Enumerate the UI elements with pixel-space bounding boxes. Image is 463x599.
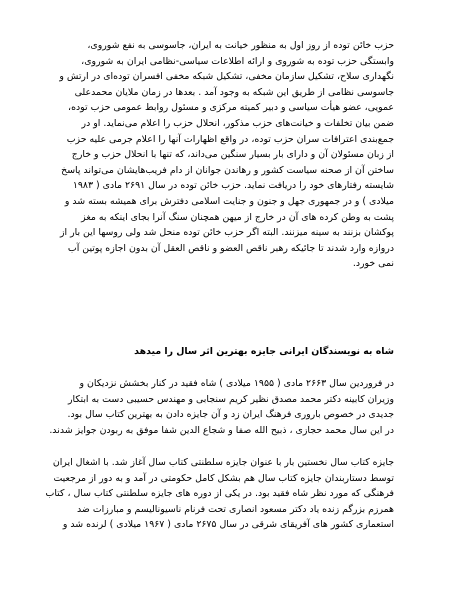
text-line: از زبان مسئولان آن و دارای بار بسیار سنگین می‌داند، که تنها با انحلال حزب و خارج [71, 149, 394, 161]
text-line: جدیدی در خصوص باروری فرهنگ ایران زد و آن جایزه دادن به بهترین کتاب سال بود. [67, 409, 394, 421]
text-line: پوکشان بزنند به سینه میزنند. البته اگر حزب خائن توده منحل شد ولی روسها این بار از [59, 227, 394, 239]
text-line: نمی خورد. [352, 258, 394, 270]
text-line: استعماری کشور های آفریقای شرقی در سال ۲۶۷۵ مادی ( ۱۹۶۷ میلادی ) لرنده شد و [62, 519, 394, 531]
paragraph-book-prize [49, 376, 394, 438]
document-page [45, 0, 394, 599]
text-line: توسط دستاربندان جایزه کتاب سال هم بشکل کامل حکومتی در آمد و به دور از مرجعیت [53, 472, 394, 484]
text-line: فرهنگی که مورد نظر شاه فقید بود. در یکی از دوره های جایزه سلطنتی کتاب سال ، کتاب [45, 488, 394, 500]
text-line: ساختن آن از صحنه سیاست کشور و رهاندن جوانان از دام فریب‌هایشان می‌تواند پاسخ [61, 164, 394, 176]
text-line: نگهداری سلاح، تشکیل سازمان مخفی، تشکیل شبکه مخفی افسران توده‌ای در ارتش و [59, 71, 394, 83]
section-heading: شاه به نویسندگان ایرانی جایزه بهترین اثر سال را میدهد [134, 346, 394, 357]
text-line: شایسته رفتارهای خود را دریافت نماید. حزب خائن توده در سال ۲۶۹۱ مادی ( ۱۹۸۳ [72, 180, 394, 192]
text-line: ضمن بیان تخلفات و خیانت‌های حزب مذکور، انحلال حزب را اعلام می‌نماید. او در [81, 117, 394, 129]
text-line: در این سال محمد حجازی ، ذبیح الله صفا و شجاع الدین شفا موفق به ربودن جوایز شدند. [49, 424, 394, 436]
paragraph-tudeh-party [59, 38, 394, 272]
text-line: وزیران کابینه دکتر محمد مصدق نظیر کریم سنجابی و مهندس حسیبی دست به ابتکار [67, 393, 394, 405]
text-line: همرزم بزرگم زنده یاد دکتر مسعود انصاری تحت فرنام ناسیونالیسم و مبارزات ضد [76, 503, 394, 515]
paragraph-royal-book-award [45, 455, 394, 533]
text-line: دروازه وارد شدند تا جائیکه رهبر ناقص العضو و ناقص العقل آن بدون اجازه پوتین آب [67, 242, 394, 254]
text-line: جایزه کتاب سال نخستین بار با عنوان جایزه سلطنتی کتاب سال آغاز شد. با اشغال ایران [52, 457, 394, 468]
text-line: حزب خائن توده از روز اول به منظور خیانت به ایران، جاسوسی به نفع شوروی، [87, 40, 394, 51]
text-line: پشت به وطن کرده های آن در خارج از میهن همچنان سنگ آنرا بجای اینکه به مغز [81, 211, 394, 223]
text-line: وابستگی حزب توده به شوروی و ارائه اطلاعات سیاسی-نظامی ایران به شوروی، [81, 55, 394, 67]
text-line: جاسوسی نظامی از طریق این شبکه به وجود آمد . بعدها در زمان ملایان محمدعلی [74, 86, 394, 98]
text-line: عمویی، عضو هیأت سیاسی و دبیر کمیته مرکزی و مسئول روابط عمومی حزب توده، [68, 102, 394, 114]
text-line: در فروردین سال ۲۶۶۳ مادی ( ۱۹۵۵ میلادی ) شاه فقید در کنار بخشش نزدیکان و [79, 378, 394, 389]
text-line: جمع‌بندی اعترافات سران حزب توده، در واقع اظهارات آنها را اعلام جرمی علیه حزب [66, 133, 394, 145]
text-line: میلادی ) و در جمهوری جهل و جنون و جنایت اسلامی دفترش برای همیشه بسته شد و [64, 195, 394, 207]
